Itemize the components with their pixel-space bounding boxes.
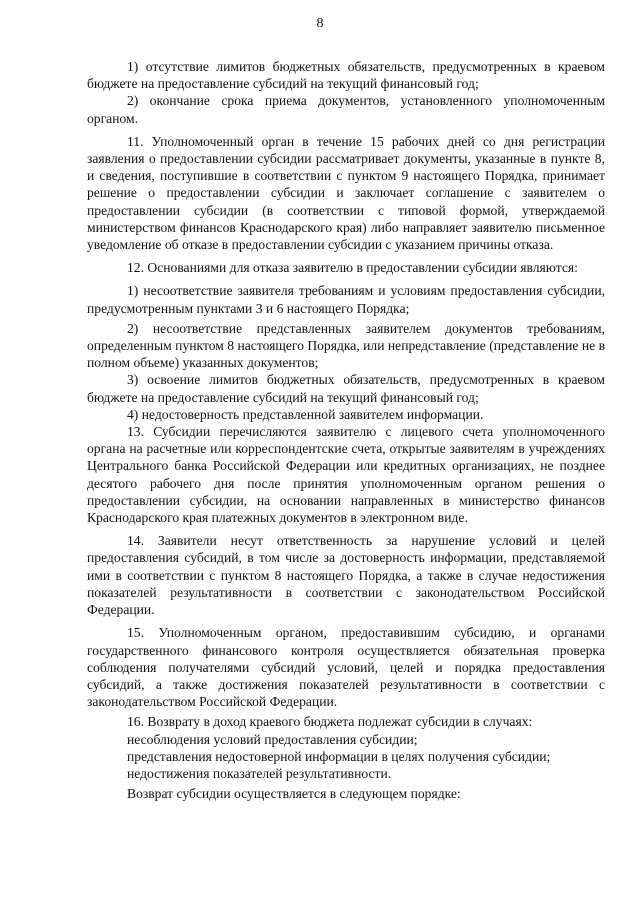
paragraph-12-item-4: 4) недостоверность представленной заявителем информации. bbox=[127, 406, 484, 422]
paragraph-16-refund-order: Возврат субсидии осуществляется в следующем порядке: bbox=[127, 786, 461, 802]
document-body bbox=[87, 58, 605, 802]
paragraph-13: 13. Субсидии перечисляются заявителю с лицевого счета уполномоченного органа на расчетные или корреспондентские счета, открытые заявителям в учреждениях Центрального банка Российской Федерации или кредитных организациях, не позднее десятого рабочего дня после принятия уполномоченным органом решения о предоставлении субсидии, на основании направленных в министерство финансов Краснодарского края платежных документов в электронном виде. bbox=[87, 424, 605, 526]
paragraph-10-item-1: 1) отсутствие лимитов бюджетных обязательств, предусмотренных в краевом бюджете на предоставление субсидий на текущий финансовый год; bbox=[87, 59, 605, 92]
paragraph-10-item-2: 2) окончание срока приема документов, установленного уполномоченным органом. bbox=[87, 93, 605, 126]
paragraph-16: 16. Возврату в доход краевого бюджета подлежат субсидии в случаях: bbox=[127, 714, 533, 730]
paragraph-11: 11. Уполномоченный орган в течение 15 рабочих дней со дня регистрации заявления о предоставлении субсидии рассматривает документы, указанные в пункте 8, и сведения, поступившие в соответствии с пунктом 9 настоящего Порядка, принимает решение о предоставлении субсидии и заключает соглашение с заявителем о предоставлении субсидии (в соответствии с типовой формой, утверждаемой министерством финансов Краснодарского края) либо направляет заявителю письменное уведомление об отказе в предоставлении субсидии с указанием причины отказа. bbox=[87, 133, 605, 253]
paragraph-16-case-2: представления недостоверной информации в целях получения субсидии; bbox=[127, 748, 551, 764]
paragraph-16-case-3: недостижения показателей результативности. bbox=[127, 765, 392, 781]
paragraph-12-item-3: 3) освоение лимитов бюджетных обязательств, предусмотренных в краевом бюджете на предоставление субсидий на текущий финансовый год; bbox=[87, 372, 605, 405]
page-number: 8 bbox=[316, 16, 324, 31]
paragraph-12: 12. Основаниями для отказа заявителю в предоставлении субсидии являются: bbox=[127, 260, 578, 276]
paragraph-12-item-2: 2) несоответствие представленных заявителем документов требованиям, определенным пунктом 8 настоящего Порядка, или непредставление (представление не в полном объеме) указанных документов; bbox=[87, 320, 605, 371]
paragraph-12-item-1: 1) несоответствие заявителя требованиям и условиям предоставления субсидии, предусмотренным пунктами 3 и 6 настоящего Порядка; bbox=[87, 283, 605, 316]
paragraph-14: 14. Заявители несут ответственность за нарушение условий и целей предоставления субсидий, в том числе за достоверность информации, представляемой ими в соответствии с пунктом 8 настоящего Порядка, а также в случае недостижения показателей результативности в соответствии с законодательством Российской Федерации. bbox=[87, 533, 605, 618]
paragraph-16-case-1: несоблюдения условий предоставления субсидии; bbox=[127, 731, 418, 747]
paragraph-15: 15. Уполномоченным органом, предоставившим субсидию, и органами государственного финансового контроля осуществляется обязательная проверка соблюдения получателями субсидий условий, целей и порядка предоставления субсидий, а также достижения показателей результативности в соответствии с законодательством Российской Федерации. bbox=[87, 625, 605, 710]
